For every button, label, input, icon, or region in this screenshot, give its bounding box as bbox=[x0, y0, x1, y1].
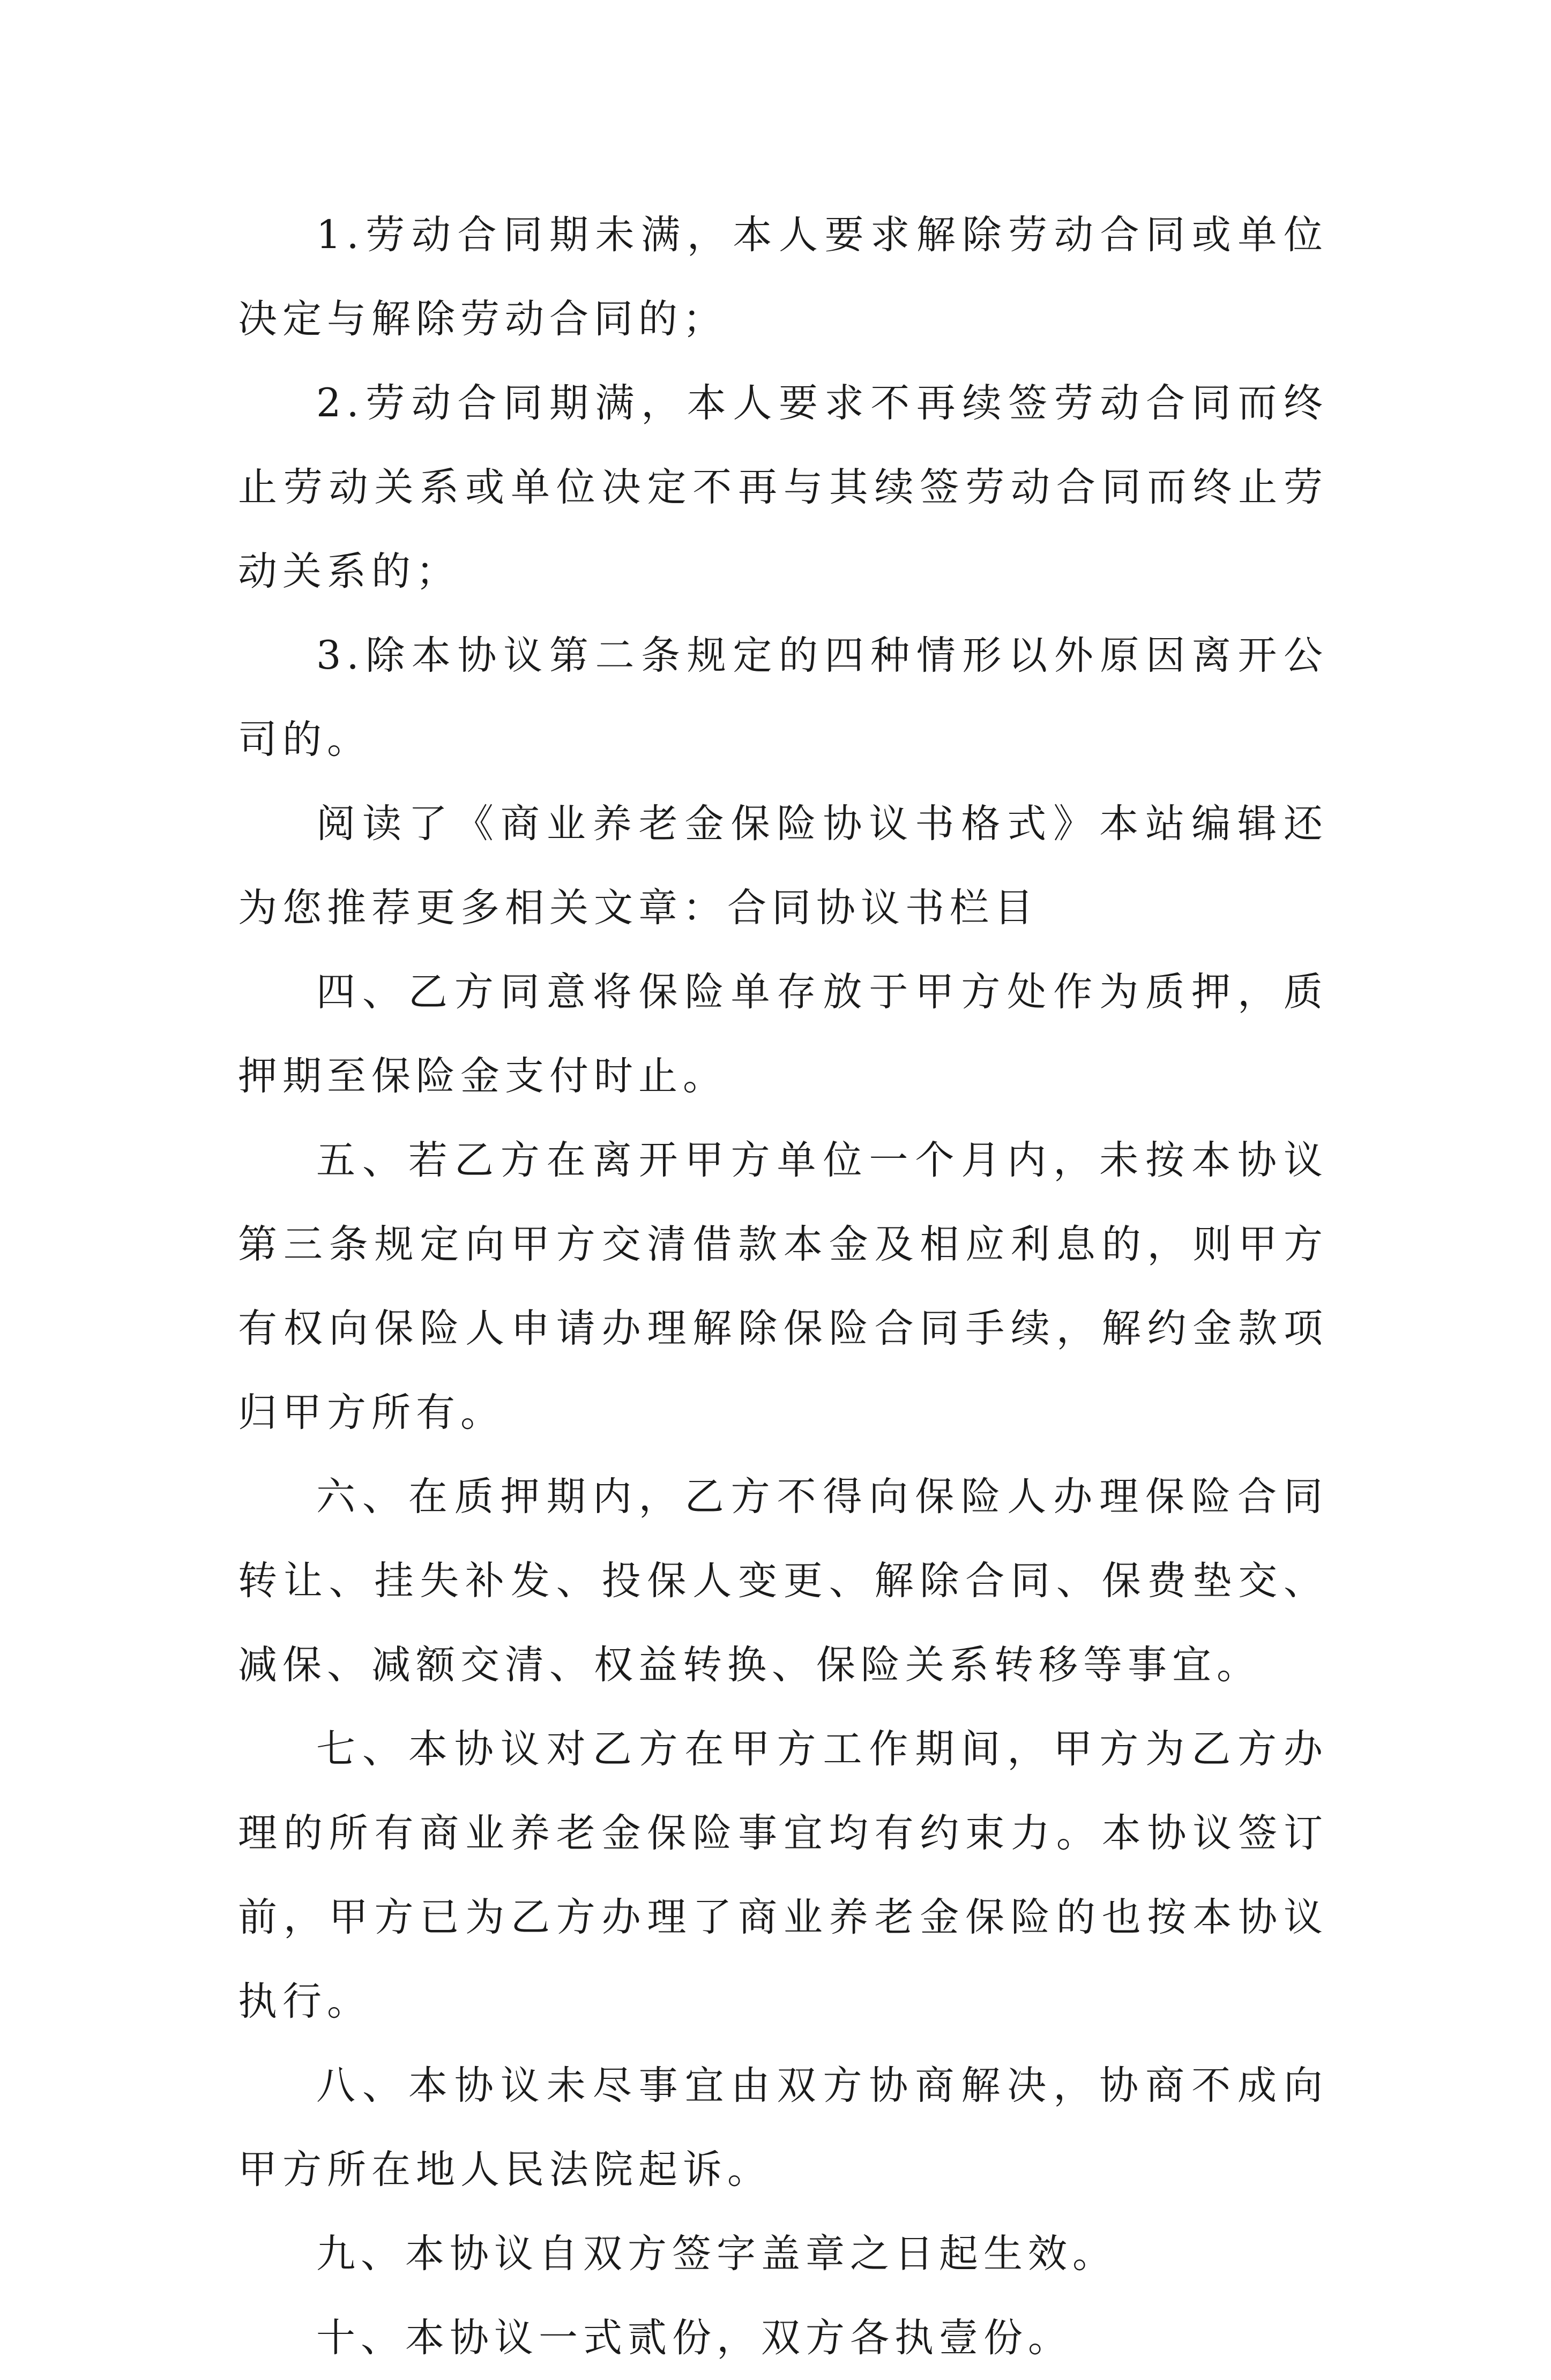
paragraph-article-6: 六、在质押期内，乙方不得向保险人办理保险合同转让、挂失补发、投保人变更、解除合同、保费垫交、减保、减额交清、权益转换、保险关系转移等事宜。 bbox=[238, 1474, 1328, 1688]
paragraph-article-7: 七、本协议对乙方在甲方工作期间，甲方为乙方办理的所有商业养老金保险事宜均有约束力。本协议签订前，甲方已为乙方办理了商业养老金保险的也按本协议执行。 bbox=[238, 1726, 1328, 2024]
paragraph-clause-1: 1.劳动合同期未满，本人要求解除劳动合同或单位决定与解除劳动合同的； bbox=[238, 212, 1328, 342]
paragraph-clause-2: 2.劳动合同期满，本人要求不再续签劳动合同而终止劳动关系或单位决定不再与其续签劳动合同而终止劳动关系的； bbox=[238, 380, 1328, 594]
paragraph-article-4: 四、乙方同意将保险单存放于甲方处作为质押，质押期至保险金支付时止。 bbox=[238, 969, 1328, 1099]
paragraph-article-10: 十、本协议一式贰份，双方各执壹份。 bbox=[316, 2315, 1072, 2361]
document-body bbox=[238, 193, 1328, 2380]
paragraph-clause-3: 3.除本协议第二条规定的四种情形以外原因离开公司的。 bbox=[238, 633, 1328, 762]
paragraph-editor-note: 阅读了《商业养老金保险协议书格式》本站编辑还为您推荐更多相关文章：合同协议书栏目 bbox=[238, 801, 1328, 931]
paragraph-article-8: 八、本协议未尽事宜由双方协商解决，协商不成向甲方所在地人民法院起诉。 bbox=[238, 2063, 1328, 2192]
paragraph-article-9: 九、本协议自双方签字盖章之日起生效。 bbox=[316, 2231, 1117, 2277]
paragraph-article-5: 五、若乙方在离开甲方单位一个月内，未按本协议第三条规定向甲方交清借款本金及相应利息的，则甲方有权向保险人申请办理解除保险合同手续，解约金款项归甲方所有。 bbox=[238, 1137, 1328, 1435]
